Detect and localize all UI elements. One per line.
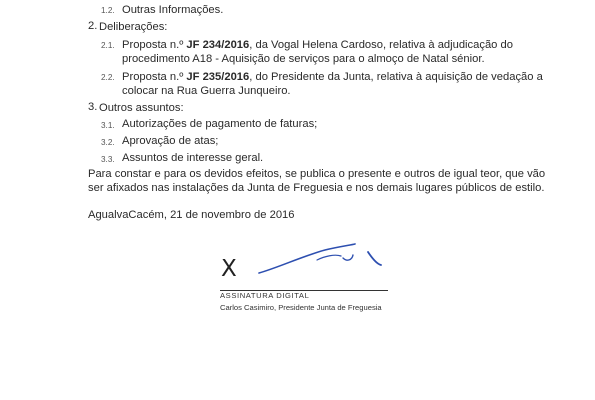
place-date: AgualvaCacém, 21 de novembro de 2016: [88, 209, 295, 221]
proposal-reference: JF 234/2016: [186, 39, 250, 51]
section-number: 3.: [88, 101, 98, 113]
item-text: Outras Informações.: [122, 4, 224, 16]
section-title: Deliberações:: [99, 21, 168, 33]
item-text: Assuntos de interesse geral.: [122, 152, 264, 164]
closing-paragraph-line: Para constar e para os devidos efeitos, se publica o presente e outros de igual teor, que vão: [88, 168, 546, 180]
section-title: Outros assuntos:: [99, 102, 184, 114]
signatory-name: Carlos Casimiro, Presidente Junta de Freguesia: [220, 303, 382, 312]
item-number: 3.2.: [101, 138, 115, 147]
proposal-continuation: procedimento A18 - Aquisição de serviços para o almoço de Natal sénior.: [122, 53, 485, 65]
proposal-prefix: Proposta n.º: [122, 71, 187, 83]
proposal-prefix: Proposta n.º: [122, 39, 187, 51]
item-number: 3.1.: [101, 121, 115, 130]
item-number: 3.3.: [101, 155, 115, 164]
handwritten-signature: [255, 238, 385, 278]
proposal-line: [122, 70, 543, 84]
proposal-continuation: colocar na Rua Guerra Junqueiro.: [122, 85, 291, 97]
proposal-description: , do Presidente da Junta, relativa à aquisição de vedação a: [249, 71, 543, 83]
item-text: Autorizações de pagamento de faturas;: [122, 118, 318, 130]
section-number: 2.: [88, 20, 98, 32]
proposal-description: , da Vogal Helena Cardoso, relativa à adjudicação do: [249, 39, 513, 51]
closing-paragraph-line: ser afixados nas instalações da Junta de Freguesia e nos demais lugares públicos de estilo.: [88, 182, 545, 194]
item-text: Aprovação de atas;: [122, 135, 219, 147]
item-number: 1.2.: [101, 6, 115, 15]
proposal-number: 2.1.: [101, 41, 115, 50]
proposal-line: [122, 38, 513, 52]
proposal-number: 2.2.: [101, 73, 115, 82]
proposal-reference: JF 235/2016: [186, 71, 250, 83]
signature-mark: X: [221, 256, 237, 282]
signature-label: ASSINATURA DIGITAL: [220, 291, 310, 300]
